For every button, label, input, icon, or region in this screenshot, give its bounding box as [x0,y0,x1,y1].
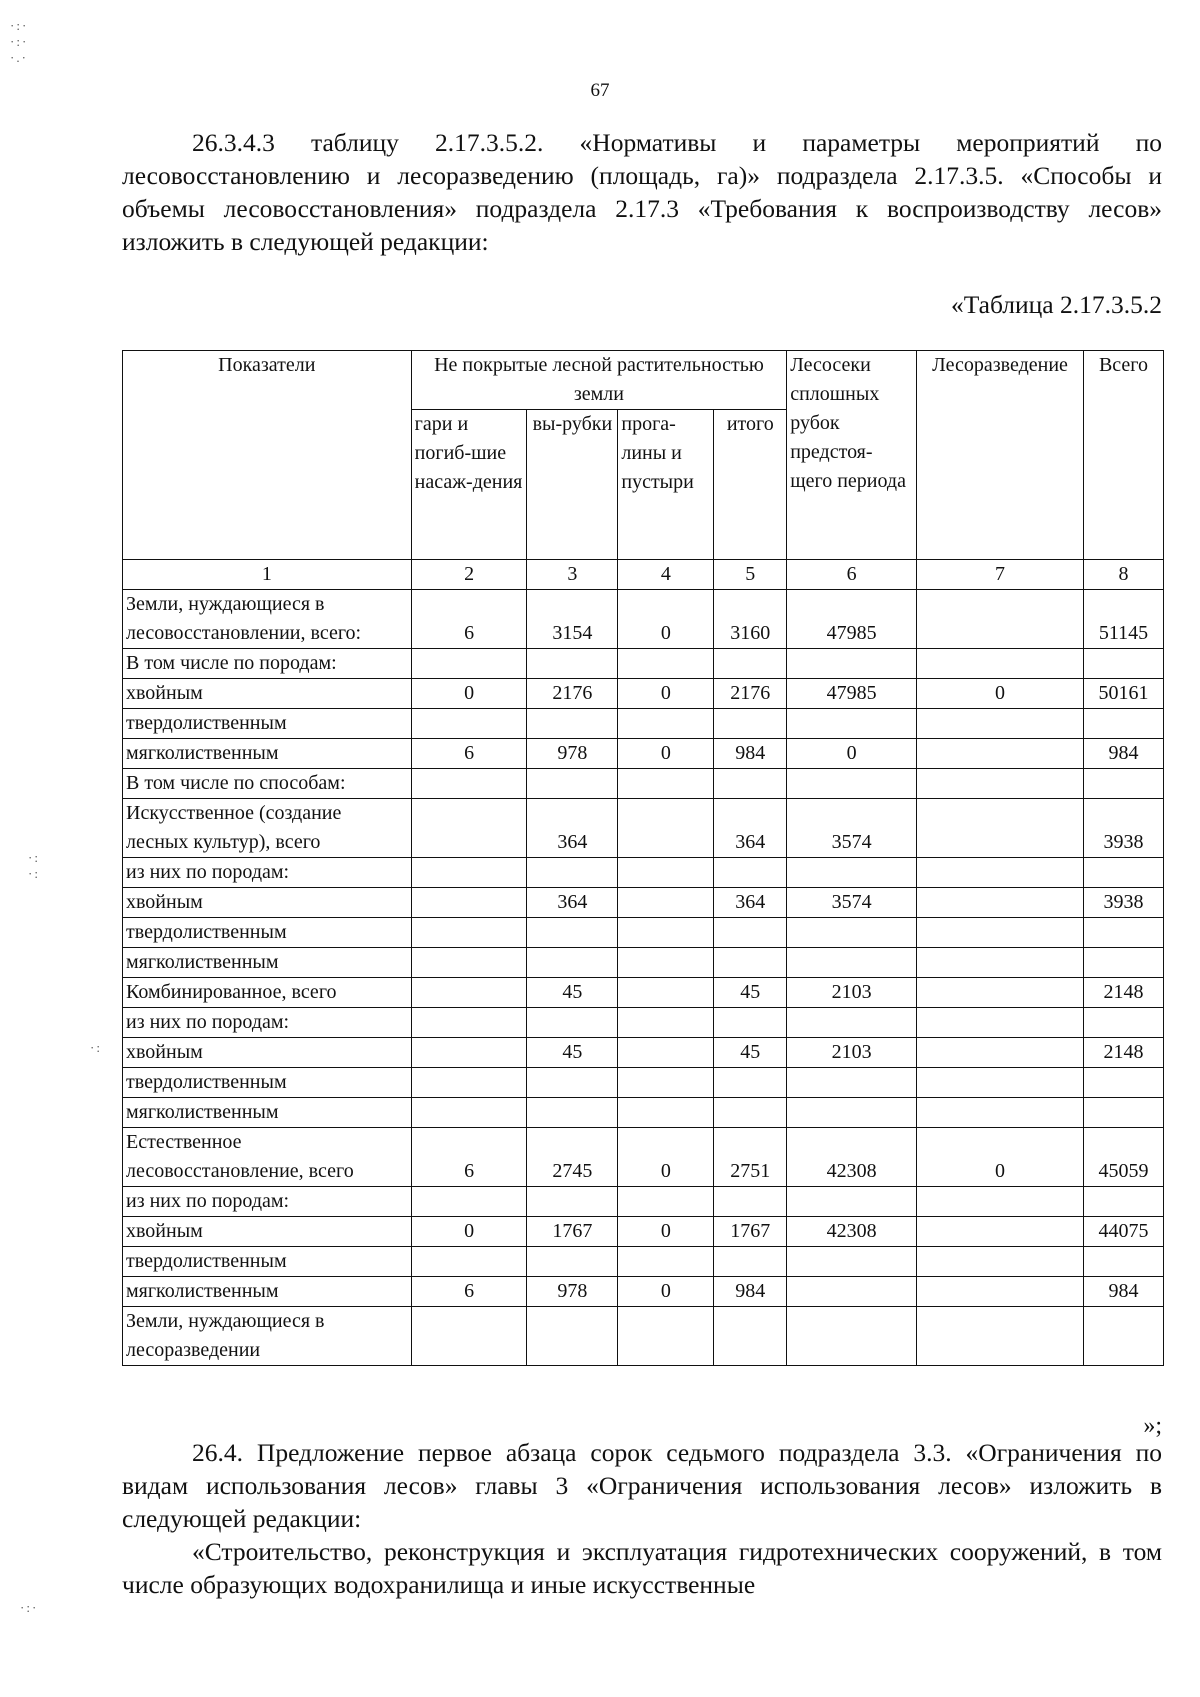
row-label: хвойным [123,888,412,918]
table-cell [411,1307,527,1366]
table-cell: 364 [527,799,618,858]
table-cell [714,1068,787,1098]
row-label: хвойным [123,1217,412,1247]
row-label: Земли, нуждающиеся в лесовосстановлении, всего: [123,590,412,649]
table-cell [1084,1187,1164,1217]
row-label: твердолиственным [123,709,412,739]
table-cell [787,1068,917,1098]
column-number: 8 [1084,560,1164,590]
column-number: 2 [411,560,527,590]
row-label: мягколиственным [123,1098,412,1128]
table-cell [527,649,618,679]
table-row [123,709,1164,739]
table-cell: 364 [714,888,787,918]
table-cell [1084,858,1164,888]
table-cell [527,1187,618,1217]
table-cell: 45 [714,978,787,1008]
table-cell: 0 [618,1217,714,1247]
table-cell [618,1038,714,1068]
table-cell [714,918,787,948]
table-row [123,739,1164,769]
table-cell [527,1068,618,1098]
table-cell [527,1307,618,1366]
table-cell [917,739,1084,769]
norms-table [122,350,1164,1366]
table-cell: 984 [714,739,787,769]
table-cell: 0 [917,679,1084,709]
table-row [123,1128,1164,1187]
table-cell: 51145 [1084,590,1164,649]
row-label: В том числе по способам: [123,769,412,799]
table-cell [1084,1247,1164,1277]
row-label: мягколиственным [123,948,412,978]
table-row [123,679,1164,709]
table-cell [411,1098,527,1128]
table-cell [787,1187,917,1217]
table-cell: 2148 [1084,1038,1164,1068]
table-cell: 47985 [787,679,917,709]
quoted-paragraph: «Строительство, реконструкция и эксплуатация гидротехнических сооружений, в том числе образующих водохранилища и иные искусственные [122,1537,1162,1599]
table-cell [527,769,618,799]
table-cell [618,888,714,918]
table-cell: 364 [714,799,787,858]
page-number: 67 [590,80,610,101]
table-cell: 0 [787,739,917,769]
header-cutting-areas: Лесосеки сплошных рубок предстоя-щего периода [787,351,917,560]
table-cell [787,948,917,978]
table-cell: 0 [618,679,714,709]
table-cell [714,948,787,978]
header-total: Всего [1084,351,1164,560]
table-row [123,1068,1164,1098]
table-cell: 1767 [527,1217,618,1247]
row-label: В том числе по породам: [123,649,412,679]
table-cell [618,1008,714,1038]
table-cell [787,1247,917,1277]
table-cell [411,948,527,978]
table-cell [411,858,527,888]
table-cell [917,978,1084,1008]
table-row [123,1098,1164,1128]
table-cell: 3160 [714,590,787,649]
row-label: Естественное лесовосстановление, всего [123,1128,412,1187]
table-cell [714,858,787,888]
table-cell [618,1307,714,1366]
column-number: 5 [714,560,787,590]
row-label: из них по породам: [123,1008,412,1038]
table-cell: 2176 [714,679,787,709]
table-cell [411,649,527,679]
table-cell: 3938 [1084,799,1164,858]
table-cell: 364 [527,888,618,918]
header-clearings: вы-рубки [527,410,618,560]
table-cell [917,1277,1084,1307]
table-cell: 3574 [787,888,917,918]
table-cell [1084,1307,1164,1366]
table-body [123,590,1164,1366]
table-cell [411,1247,527,1277]
table-cell [917,918,1084,948]
table-cell [411,888,527,918]
table-row [123,590,1164,649]
table-cell: 0 [917,1128,1084,1187]
table-cell [411,1187,527,1217]
table-cell [917,1038,1084,1068]
table-cell [917,769,1084,799]
table-cell [917,1068,1084,1098]
header-glades: прога-лины и пустыри [618,410,714,560]
table-cell [618,1068,714,1098]
table-cell [714,649,787,679]
table-cell [714,1008,787,1038]
table-cell [787,1277,917,1307]
table-cell [618,799,714,858]
table-cell [787,649,917,679]
table-closing-quote: »; [1143,1413,1162,1439]
table-cell: 2745 [527,1128,618,1187]
table-cell [787,709,917,739]
table-cell: 0 [618,1277,714,1307]
table-row [123,948,1164,978]
table-cell [618,1187,714,1217]
table-cell [917,888,1084,918]
table-cell [917,948,1084,978]
table-cell [411,918,527,948]
header-not-covered-group: Не покрытые лесной растительностью земли [411,351,787,410]
table-row [123,1247,1164,1277]
table-cell [618,709,714,739]
table-cell: 984 [1084,1277,1164,1307]
table-row [123,978,1164,1008]
table-cell [411,978,527,1008]
table-cell: 978 [527,1277,618,1307]
scan-noise: ·: ·: [28,850,40,881]
table-row [123,1307,1164,1366]
table-cell [917,799,1084,858]
column-number: 6 [787,560,917,590]
table-cell: 978 [527,739,618,769]
table-cell [714,1187,787,1217]
table-cell: 1767 [714,1217,787,1247]
table-cell [618,1247,714,1277]
table-cell [787,1008,917,1038]
table-cell [714,709,787,739]
scan-noise: ·: [90,1040,102,1055]
table-row [123,799,1164,858]
table-cell [917,1098,1084,1128]
table-cell: 2148 [1084,978,1164,1008]
table-cell [618,918,714,948]
table-cell [917,1217,1084,1247]
table-cell: 2103 [787,1038,917,1068]
table-cell: 45 [714,1038,787,1068]
table-cell [618,978,714,1008]
table-cell [1084,948,1164,978]
row-label: Комбинированное, всего [123,978,412,1008]
table-cell: 45059 [1084,1128,1164,1187]
table-row [123,858,1164,888]
table-caption: «Таблица 2.17.3.5.2 [950,290,1162,319]
table-row [123,1217,1164,1247]
row-label: мягколиственным [123,739,412,769]
table-cell: 42308 [787,1217,917,1247]
table-cell: 0 [411,679,527,709]
table-cell [411,709,527,739]
table-cell [1084,1098,1164,1128]
table-cell [1084,1008,1164,1038]
table-cell [411,769,527,799]
table-cell [1084,709,1164,739]
column-number: 4 [618,560,714,590]
table-cell: 0 [618,1128,714,1187]
table-cell [714,1307,787,1366]
table-cell: 984 [1084,739,1164,769]
column-number: 3 [527,560,618,590]
table-cell [527,1247,618,1277]
table-cell: 44075 [1084,1217,1164,1247]
table-cell [917,709,1084,739]
table-cell: 3154 [527,590,618,649]
table-cell [411,799,527,858]
table-cell [917,649,1084,679]
header-burned: гари и погиб-шие насаж-дения [411,410,527,560]
column-number: 1 [123,560,412,590]
table-cell [618,769,714,799]
table-cell [917,590,1084,649]
table-cell [618,1098,714,1128]
table-cell [1084,918,1164,948]
row-label: из них по породам: [123,858,412,888]
table-cell [527,1098,618,1128]
row-label: из них по породам: [123,1187,412,1217]
table-cell: 2751 [714,1128,787,1187]
table-row [123,918,1164,948]
table-cell [787,918,917,948]
table-cell [1084,649,1164,679]
table-cell: 45 [527,1038,618,1068]
header-subtotal: итого [714,410,787,560]
table-row [123,1008,1164,1038]
table-cell [1084,1068,1164,1098]
table-cell [917,1307,1084,1366]
table-cell [411,1008,527,1038]
scan-noise: ·:· ·:· ·.· [10,18,29,65]
table-cell: 0 [411,1217,527,1247]
table-cell [527,1008,618,1038]
table-cell [714,1098,787,1128]
table-cell [618,858,714,888]
table-cell: 984 [714,1277,787,1307]
row-label: мягколиственным [123,1277,412,1307]
table-cell [1084,769,1164,799]
header-afforestation: Лесоразведение [917,351,1084,560]
table-cell [787,769,917,799]
table-cell [787,858,917,888]
column-number: 7 [917,560,1084,590]
table-cell: 2103 [787,978,917,1008]
table-cell [411,1068,527,1098]
table-row [123,1277,1164,1307]
table-row [123,649,1164,679]
table-cell [917,1187,1084,1217]
row-label: Земли, нуждающиеся в лесоразведении [123,1307,412,1366]
table-row [123,1187,1164,1217]
row-label: Искусственное (создание лесных культур), всего [123,799,412,858]
table-cell [917,858,1084,888]
row-label: хвойным [123,1038,412,1068]
table-cell: 0 [618,590,714,649]
table-cell: 6 [411,739,527,769]
table-cell: 50161 [1084,679,1164,709]
table-cell [411,1038,527,1068]
table-cell [618,649,714,679]
header-indicators: Показатели [123,351,412,560]
table-cell [527,948,618,978]
row-label: твердолиственным [123,1247,412,1277]
table-row [123,1038,1164,1068]
table-cell [618,948,714,978]
table-cell: 47985 [787,590,917,649]
table-cell: 3574 [787,799,917,858]
table-cell: 6 [411,1277,527,1307]
table-cell: 3938 [1084,888,1164,918]
table-cell: 42308 [787,1128,917,1187]
table-cell: 6 [411,590,527,649]
table-cell [917,1008,1084,1038]
table-cell [714,1247,787,1277]
intro-paragraph: 26.3.4.3 таблицу 2.17.3.5.2. «Нормативы и параметры мероприятий по лесовосстановлению и лесоразведению (площадь, га)» подраздела 2.17.3.5. «Способы и объемы лесовосстановления» подраздела 2.17.3 «Требования к воспроизводству лесов» изложить в следующей редакции: [122,128,1162,256]
table-cell: 2176 [527,679,618,709]
table-cell: 45 [527,978,618,1008]
table-cell [787,1307,917,1366]
table-cell: 6 [411,1128,527,1187]
scan-noise: ·:· [20,1600,39,1615]
row-label: хвойным [123,679,412,709]
table-cell: 0 [618,739,714,769]
table-cell [714,769,787,799]
table-cell [527,918,618,948]
table-cell [787,1098,917,1128]
paragraph-26-4: 26.4. Предложение первое абзаца сорок седьмого подраздела 3.3. «Ограничения по видам использования лесов» главы 3 «Ограничения использования лесов» изложить в следующей редакции: [122,1438,1162,1533]
row-label: твердолиственным [123,918,412,948]
table-cell [527,709,618,739]
table-cell [917,1247,1084,1277]
table-row [123,769,1164,799]
table-cell [527,858,618,888]
column-number-row [123,560,1164,590]
row-label: твердолиственным [123,1068,412,1098]
table-row [123,888,1164,918]
